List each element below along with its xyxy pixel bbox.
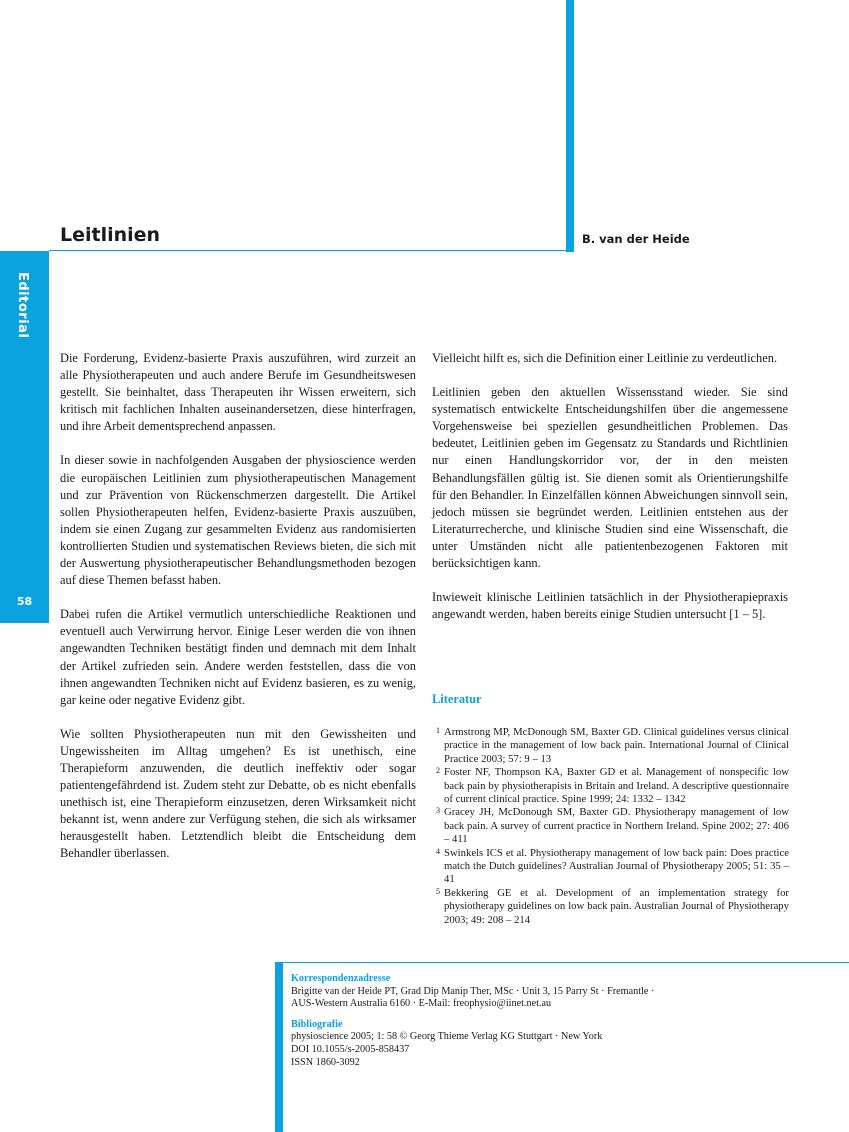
paragraph: Vielleicht hilft es, sich die Definition einer Leitlinie zu verdeutlichen.	[432, 351, 778, 365]
author-name: B. van der Heide	[582, 232, 690, 246]
section-label: Editorial	[15, 272, 30, 339]
reference-number: 2	[436, 766, 440, 776]
page-number: 58	[16, 595, 33, 608]
paragraph: In dieser sowie in nachfolgenden Ausgaben der physioscience werden die europäischen Leitlinien zum physiotherapeutischen Management und zur Prävention von Rückenschmerzen dargestellt. Die Artikel sollen Physiotherapeuten helfen, Evidenz-basierte Praxis auszuüben, indem sie einen Zugang zur gesammelten Evidenz aus randomisierten kontrollierten Studien und systematischen Reviews bieten, die sich mit der Auswertung physiotherapeutischer Behandlungsmethoden bezogen auf diese Themen befasst haben.	[60, 453, 416, 588]
reference-text: Bekkering GE et al. Development of an implementation strategy for physiotherapy guidelines on low back pain. Australian Journal of Physiotherapy 2003; 49: 208 – 214	[444, 886, 789, 926]
literature-heading: Literatur	[432, 692, 482, 706]
contact-address: Brigitte van der Heide PT, Grad Dip Manip Ther, MSc · Unit 3, 15 Parry St · Fremantle ·	[291, 985, 655, 997]
reference-item	[432, 766, 789, 806]
bibliography-citation: physioscience 2005; 1: 58 © Georg Thieme Verlag KG Stuttgart · New York	[291, 1031, 603, 1043]
paragraph: Dabei rufen die Artikel vermutlich unterschiedliche Reaktionen und eventuell auch Verwirrung hervor. Einige Leser werden die von ihnen angewandten Techniken bestätigt finden und demnach mit dem Inhalt der Artikel zufrieden sein. Andere werden feststellen, dass die von ihnen angewandten Techniken nicht auf Evidenz basieren, es zu wenig, gar keine oder negative Evidenz gibt.	[60, 607, 416, 707]
reference-number: 1	[436, 726, 440, 735]
reference-text: Gracey JH, McDonough SM, Baxter GD. Physiotherapy management of low back pain. A survey of current practice in Northern Ireland. Spine 2002; 27: 406 – 411	[444, 806, 789, 846]
footer-rule	[283, 962, 849, 963]
reference-item	[432, 887, 789, 927]
paragraph: Leitlinien geben den aktuellen Wissensstand wieder. Sie sind systematisch entwickelte Entscheidungshilfen über die angemessene Vorgehensweise bei speziellen gesundheitlichen Problemen. Das bedeutet, Leitlinien geben im Gegensatz zu Standards und Richtlinien nur einen Handlungskorridor vor, der in den meisten Behandlungsfällen gültig ist. Sie dienen somit als Orientierungshilfe für den Behandler. In Einzelfällen können Abweichungen sinnvoll sein, jedoch müssen sie begründet werden. Leitlinien entstehen aus der Literaturrecherche, und klinische Studien sind eine Wissenschaft, die unter Umständen nicht alle patientenbezogenen Faktoren mit berücksichtigen kann.	[432, 385, 788, 571]
reference-number: 3	[436, 806, 440, 816]
reference-text: Foster NF, Thompson KA, Baxter GD et al. Management of nonspecific low back pain by physiotherapists in Britain and Ireland. A descriptive questionnaire of current clinical practice. Spine 1999; 24: 1332 – 1342	[444, 766, 789, 806]
article-title: Leitlinien	[60, 224, 161, 246]
contact-heading: Korrespondenzadresse	[291, 973, 391, 984]
reference-list	[432, 726, 789, 927]
bibliography-heading: Bibliografie	[291, 1018, 343, 1030]
footer-accent-bar	[275, 962, 283, 1132]
title-rule	[49, 250, 566, 251]
reference-item	[432, 847, 789, 887]
reference-text: Swinkels ICS et al. Physiotherapy management of low back pain: Does practice match the Dutch guidelines? Australian Journal of Physiotherapy 2005; 51: 35 – 41	[444, 846, 789, 886]
contact-email: AUS-Western Australia 6160 · E-Mail: freophysio@iinet.net.au	[291, 998, 552, 1010]
paragraph: Inwieweit klinische Leitlinien tatsächlich in der Physiotherapiepraxis angewandt werden, haben bereits einige Studien untersucht [1 – 5].	[432, 590, 788, 622]
reference-number: 5	[436, 886, 440, 896]
bibliography-issn: ISSN 1860-3092	[291, 1056, 360, 1068]
top-accent-bar	[566, 0, 574, 252]
left-column	[60, 350, 416, 880]
reference-text: Armstrong MP, McDonough SM, Baxter GD. Clinical guidelines versus clinical practice in the management of low back pain. International Journal of Clinical Practice 2003; 57: 9 – 13	[444, 726, 789, 765]
footer-info	[291, 973, 831, 1069]
right-column	[432, 350, 788, 640]
reference-item	[432, 806, 789, 846]
paragraph: Wie sollten Physiotherapeuten nun mit den Gewissheiten und Ungewissheiten im Alltag umgehen? Es ist unethisch, eine Therapieform anzuwenden, die deutlich ineffektiv oder sogar patientengefährdend ist. Zudem steht zur Debatte, ob es nicht ebenfalls unethisch ist, eine Therapieform einzusetzen, deren Wirksamkeit nicht bekannt ist, wenn andere zur Verfügung stehen, die sich als wirksamer herausgestellt haben. Letztendlich bleibt die Entscheidung dem Behandler überlassen.	[60, 726, 416, 861]
reference-number: 4	[436, 846, 440, 856]
reference-item	[432, 726, 789, 766]
paragraph: Die Forderung, Evidenz-basierte Praxis auszuführen, wird zurzeit an alle Physiotherapeuten und auch andere Berufe im Gesundheitswesen gestellt. Sie beinhaltet, dass Therapeuten ihr Wissen erweitern, sich kritisch mit fachlichen Inhalten auseinandersetzen, diese hinterfragen, und ihre Arbeit dementsprechend anpassen.	[60, 351, 416, 434]
bibliography-doi: DOI 10.1055/s-2005-858437	[291, 1043, 410, 1055]
